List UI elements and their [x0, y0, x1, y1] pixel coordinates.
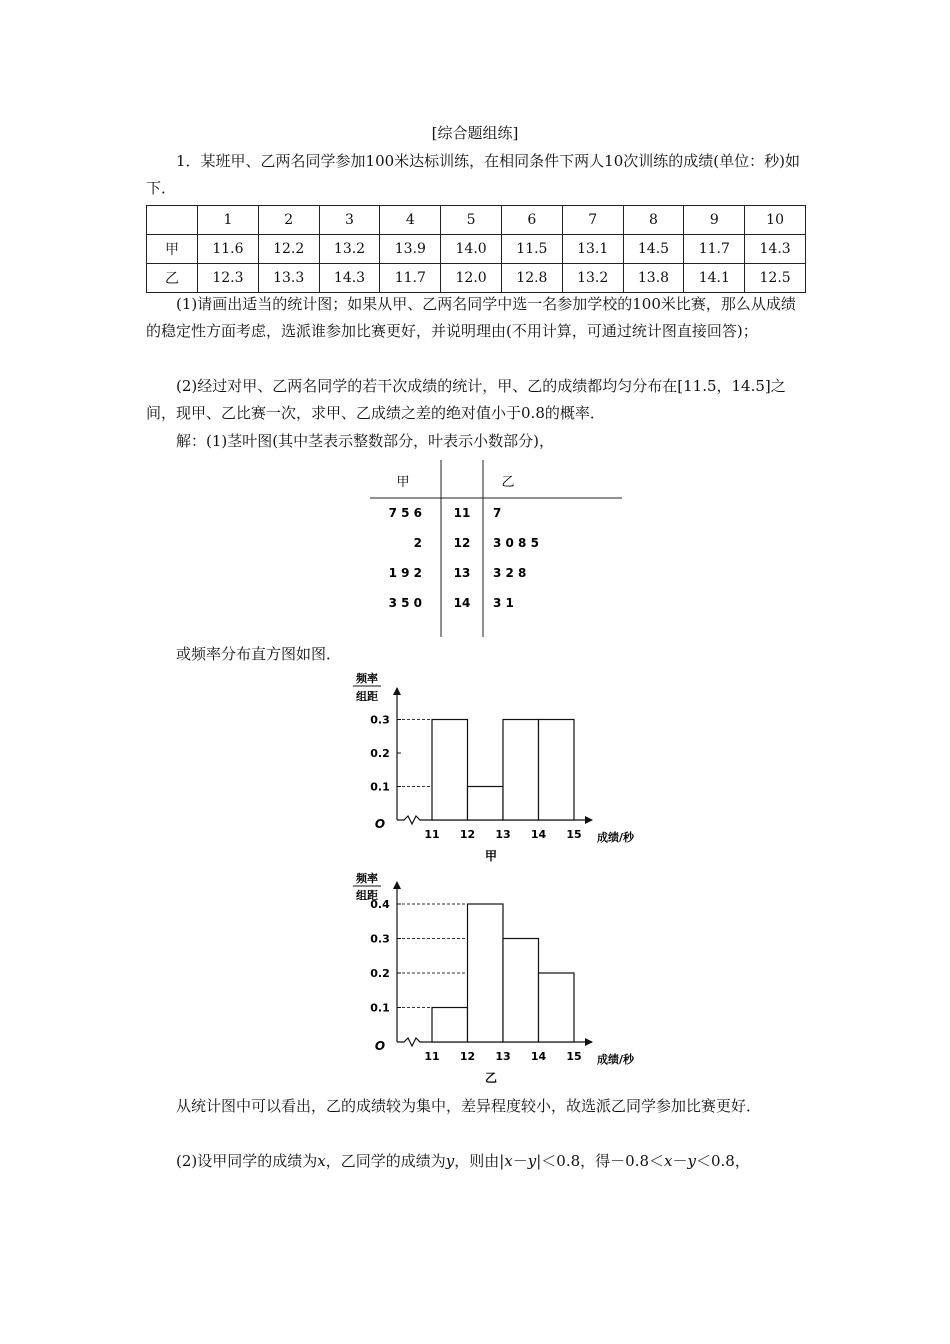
var-y: y [687, 1152, 696, 1170]
stem-leaf-right-label: 乙 [501, 475, 515, 490]
histogram-yi [340, 866, 670, 1090]
x-tick-label: 12 [459, 1050, 476, 1063]
histogram-bar [539, 720, 575, 821]
solution-intro: 解：(1)茎叶图(其中茎表示整数部分，叶表示小数部分)， [176, 432, 554, 450]
y-axis-label-top: 频率 [356, 672, 378, 685]
stem-leaf-right-leaves: 7 [493, 506, 502, 520]
y-axis-arrow [393, 687, 401, 695]
table-cell: 12.0 [441, 264, 502, 293]
stem-leaf-left-label: 甲 [396, 475, 410, 490]
scores-table [146, 205, 806, 293]
stem-leaf-right-leaves: 3 2 8 [493, 566, 527, 580]
y-axis-arrow [393, 881, 401, 889]
table-cell: 甲 [147, 235, 198, 264]
part2-text-b: ，乙同学的成绩为 [325, 1152, 446, 1170]
table-cell: 11.7 [684, 235, 745, 264]
table-cell: 4 [380, 206, 441, 235]
x-tick-label: 12 [459, 828, 476, 841]
problem-part1: (1)请画出适当的统计图；如果从甲、乙两名同学中选一名参加学校的100米比赛，那么从成绩的稳定性方面考虑，选派谁参加比赛更好，并说明理由(不用计算，可通过统计图直接回答)； [146, 295, 796, 340]
var-x: x [504, 1152, 513, 1170]
x-axis-arrow [585, 816, 593, 824]
problem-part2: (2)经过对甲、乙两名同学的若干次成绩的统计，甲、乙的成绩都均匀分布在[11.5，14.5]之间，现甲、乙比赛一次，求甲、乙成绩之差的绝对值小于0.8的概率． [146, 377, 786, 422]
part2-text-d: － [512, 1152, 528, 1170]
chart-title: 乙 [484, 1071, 498, 1085]
table-cell: 9 [684, 206, 745, 235]
table-cell: 10 [745, 206, 806, 235]
x-axis-label: 成绩/秒 [597, 1053, 635, 1066]
table-cell: 5 [441, 206, 502, 235]
histogram-bar [503, 939, 539, 1043]
part2-text-g: ＜0.8， [695, 1152, 750, 1170]
stem-leaf-right-leaves: 3 0 8 5 [493, 536, 539, 550]
table-cell: 12.8 [501, 264, 562, 293]
table-cell: 11.5 [501, 235, 562, 264]
table-cell: 1 [198, 206, 259, 235]
histogram-bar [432, 720, 468, 821]
table-cell: 13.2 [562, 264, 623, 293]
table-cell: 3 [319, 206, 380, 235]
x-tick-label: 15 [566, 1050, 582, 1063]
section-title: [综合题组练] [431, 124, 519, 142]
table-cell: 13.2 [319, 235, 380, 264]
y-tick-label: 0.3 [370, 932, 390, 946]
table-cell: 13.8 [623, 264, 684, 293]
y-tick-label: 0.1 [370, 1001, 390, 1015]
table-row [147, 264, 806, 293]
x-tick-label: 15 [566, 828, 582, 841]
table-cell: 8 [623, 206, 684, 235]
table-row [147, 235, 806, 264]
x-axis-arrow [585, 1038, 593, 1046]
y-tick-label: 0.4 [370, 898, 390, 911]
stem-leaf-left-leaves: 7 5 6 [388, 506, 422, 520]
stem-leaf-right-leaves: 3 1 [493, 596, 514, 610]
histogram-bar [468, 904, 504, 1042]
origin-label: O [374, 817, 386, 831]
table-cell: 11.7 [380, 264, 441, 293]
var-x: x [664, 1152, 673, 1170]
table-cell: 13.9 [380, 235, 441, 264]
table-cell: 11.6 [198, 235, 259, 264]
x-tick-label: 14 [530, 1050, 547, 1063]
y-axis-label-bottom: 组距 [356, 889, 378, 902]
x-axis-label: 成绩/秒 [597, 831, 635, 844]
x-tick-label: 14 [530, 828, 547, 841]
stem-leaf-left-leaves: 3 5 0 [388, 596, 422, 610]
histogram-jia [340, 670, 670, 870]
stem-leaf-plot [360, 460, 630, 640]
part2-text-c: ，则由| [454, 1152, 505, 1170]
x-tick-label: 11 [424, 828, 440, 841]
stem-leaf-stem: 12 [453, 536, 471, 550]
y-tick-label: 0.3 [370, 713, 390, 727]
table-cell: 乙 [147, 264, 198, 293]
stem-leaf-left-leaves: 2 [413, 536, 422, 550]
var-y: y [445, 1152, 455, 1170]
y-axis-label-top: 频率 [356, 872, 378, 885]
x-tick-label: 13 [495, 1050, 511, 1063]
table-cell: 13.1 [562, 235, 623, 264]
y-tick-label: 0.2 [370, 747, 390, 760]
histogram-bar [539, 973, 575, 1042]
x-tick-label: 11 [424, 1050, 440, 1063]
histogram-bar [468, 787, 504, 821]
chart-title: 甲 [484, 849, 498, 863]
solution-conclusion: 从统计图中可以看出，乙的成绩较为集中，差异程度较小，故选派乙同学参加比赛更好． [176, 1097, 762, 1115]
stem-leaf-stem: 13 [453, 566, 471, 580]
problem-intro: 1．某班甲、乙两名同学参加100米达标训练，在相同条件下两人10次训练的成绩(单位：秒)如下． [146, 152, 800, 197]
histogram-bar [432, 1008, 468, 1043]
var-x: x [317, 1152, 326, 1170]
table-cell [147, 206, 198, 235]
part2-text-a: (2)设甲同学的成绩为 [176, 1152, 318, 1170]
table-cell: 6 [501, 206, 562, 235]
x-tick-label: 13 [495, 828, 511, 841]
part2-text-f: － [672, 1152, 688, 1170]
y-tick-label: 0.2 [370, 967, 390, 980]
table-cell: 7 [562, 206, 623, 235]
table-cell: 14.3 [319, 264, 380, 293]
table-cell: 14.5 [623, 235, 684, 264]
y-axis-label-bottom: 组距 [356, 690, 378, 703]
var-y: y [527, 1152, 537, 1170]
stem-leaf-stem: 14 [453, 596, 471, 610]
histogram-bar [503, 720, 539, 821]
table-cell: 12.3 [198, 264, 259, 293]
table-cell: 13.3 [258, 264, 319, 293]
solution-part2 [146, 1148, 806, 1175]
table-cell: 12.5 [745, 264, 806, 293]
table-cell: 14.0 [441, 235, 502, 264]
part2-text-e: |＜0.8，得－0.8＜ [536, 1152, 665, 1170]
y-tick-label: 0.1 [370, 780, 390, 794]
stem-leaf-stem: 11 [453, 506, 471, 520]
origin-label: O [374, 1039, 386, 1053]
table-cell: 14.1 [684, 264, 745, 293]
histogram-intro: 或频率分布直方图如图． [176, 645, 342, 663]
table-cell: 12.2 [258, 235, 319, 264]
stem-leaf-left-leaves: 1 9 2 [388, 566, 422, 580]
table-cell: 14.3 [745, 235, 806, 264]
table-header-row [147, 206, 806, 235]
table-cell: 2 [258, 206, 319, 235]
